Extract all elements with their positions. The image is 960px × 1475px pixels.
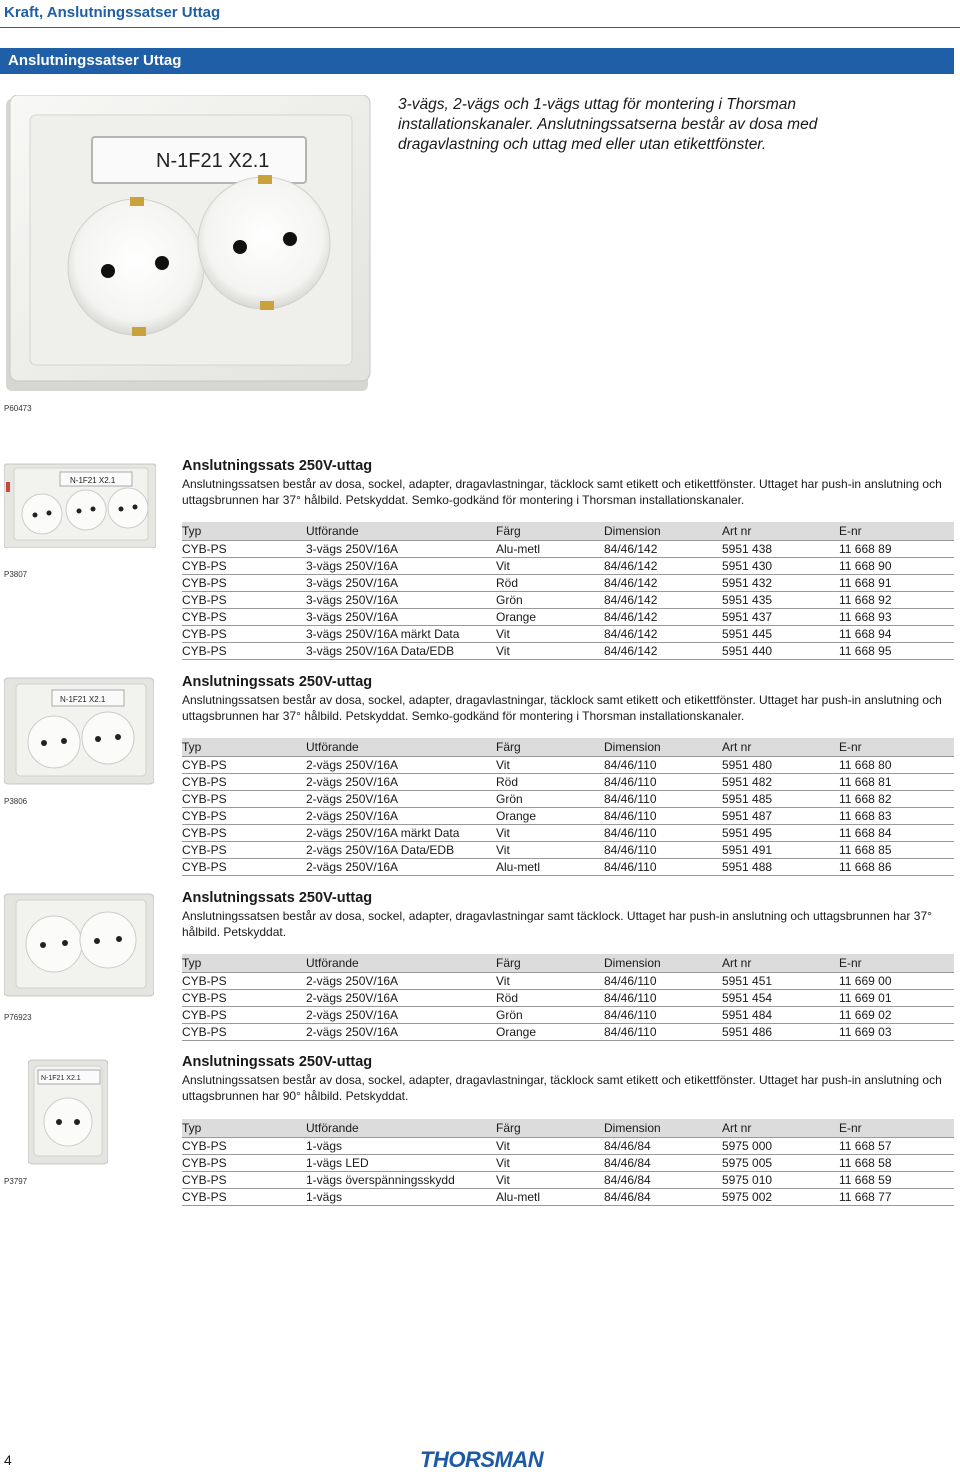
cell-col-dimension: 84/46/84 [604,1189,722,1206]
table-row [182,990,954,1007]
table-row [182,791,954,808]
outlet-photo-1way [28,1058,108,1166]
cell-col-typ: CYB-PS [182,1189,306,1206]
column-header-col-art-nr: Art nr [722,954,839,973]
section-heading: Anslutningssats 250V-uttag [182,1054,373,1070]
column-header-col-utforande: Utförande [306,522,496,541]
table-row [182,1189,954,1206]
cell-col-utforande: 1-vägs överspänningsskydd [306,1172,496,1189]
cell-col-art-nr: 5951 488 [722,859,839,876]
table-row [182,643,954,660]
cell-col-art-nr: 5951 438 [722,541,839,558]
cell-col-farg: Grön [496,592,604,609]
column-header-col-farg: Färg [496,1119,604,1138]
cell-col-farg: Vit [496,825,604,842]
cell-col-farg: Alu-metl [496,859,604,876]
table-row [182,1138,954,1155]
cell-col-typ: CYB-PS [182,1138,306,1155]
section-description: Anslutningssatsen består av dosa, sockel, adapter, dragavlastningar, täcklock samt etikett och etikettfönster. Uttaget har push-in anslutning och uttagsbrunnen har 90° hålbild. Petskyddat. [182,1073,942,1103]
cell-col-typ: CYB-PS [182,859,306,876]
cell-col-dimension: 84/46/84 [604,1138,722,1155]
cell-col-dimension: 84/46/110 [604,859,722,876]
cell-col-farg: Röd [496,990,604,1007]
cell-col-farg: Röd [496,575,604,592]
cell-col-typ: CYB-PS [182,825,306,842]
cell-col-typ: CYB-PS [182,808,306,825]
intro-text: 3-vägs, 2-vägs och 1-vägs uttag för montering i Thorsman installationskanaler. Anslutningssatserna består av dosa med dragavlastning och uttag med eller utan etikettfönster. [398,96,818,153]
cell-col-utforande: 2-vägs 250V/16A [306,791,496,808]
cell-col-dimension: 84/46/110 [604,757,722,774]
thorsman-logo-mark [420,1448,556,1470]
cell-col-typ: CYB-PS [182,990,306,1007]
photo-code: P3797 [4,1177,28,1186]
double-socket-outlet-image [6,95,374,393]
cell-col-e-nr: 11 668 57 [839,1138,954,1155]
column-header-col-utforande: Utförande [306,1119,496,1138]
cell-col-typ: CYB-PS [182,643,306,660]
cell-col-typ: CYB-PS [182,609,306,626]
cell-col-art-nr: 5951 482 [722,774,839,791]
table-row [182,808,954,825]
cell-col-typ: CYB-PS [182,757,306,774]
cell-col-utforande: 3-vägs 250V/16A [306,541,496,558]
cell-col-dimension: 84/46/142 [604,643,722,660]
cell-col-farg: Grön [496,791,604,808]
table-row [182,541,954,558]
label-text: N-1F21 X2.1 [70,476,116,485]
table-row [182,592,954,609]
cell-col-farg: Grön [496,1007,604,1024]
cell-col-utforande: 1-vägs [306,1138,496,1155]
cell-col-typ: CYB-PS [182,1007,306,1024]
column-header-col-art-nr: Art nr [722,738,839,757]
table-row [182,1155,954,1172]
column-header-col-art-nr: Art nr [722,522,839,541]
cell-col-e-nr: 11 668 83 [839,808,954,825]
cell-col-typ: CYB-PS [182,558,306,575]
single-socket-outlet-image [28,1058,108,1166]
cell-col-dimension: 84/46/142 [604,609,722,626]
product-section [182,888,954,940]
cell-col-art-nr: 5951 480 [722,757,839,774]
cell-col-e-nr: 11 668 82 [839,791,954,808]
cell-col-dimension: 84/46/110 [604,1007,722,1024]
cell-col-utforande: 2-vägs 250V/16A [306,973,496,990]
cell-col-utforande: 2-vägs 250V/16A [306,1024,496,1041]
column-header-col-farg: Färg [496,954,604,973]
cell-col-dimension: 84/46/142 [604,541,722,558]
product-section [182,672,954,724]
cell-col-e-nr: 11 668 94 [839,626,954,643]
header-rule [0,27,960,28]
cell-col-art-nr: 5975 002 [722,1189,839,1206]
cell-col-dimension: 84/46/84 [604,1155,722,1172]
cell-col-typ: CYB-PS [182,774,306,791]
column-header-col-typ: Typ [182,1119,306,1138]
column-header-col-typ: Typ [182,522,306,541]
cell-col-dimension: 84/46/142 [604,575,722,592]
cell-col-e-nr: 11 668 80 [839,757,954,774]
double-socket-outlet-image [4,676,154,786]
cell-col-dimension: 84/46/110 [604,1024,722,1041]
label-text: N-1F21 X2.1 [60,695,106,704]
outlet-photo-2way-no-label [4,892,154,998]
cell-col-e-nr: 11 669 00 [839,973,954,990]
cell-col-e-nr: 11 668 89 [839,541,954,558]
table-row [182,1024,954,1041]
photo-code: P60473 [4,404,32,413]
cell-col-art-nr: 5951 491 [722,842,839,859]
cell-col-e-nr: 11 668 77 [839,1189,954,1206]
cell-col-dimension: 84/46/110 [604,808,722,825]
column-header-col-e-nr: E-nr [839,522,954,541]
cell-col-typ: CYB-PS [182,791,306,808]
cell-col-e-nr: 11 669 02 [839,1007,954,1024]
cell-col-farg: Vit [496,643,604,660]
column-header-col-farg: Färg [496,738,604,757]
cell-col-e-nr: 11 668 81 [839,774,954,791]
table-row [182,973,954,990]
cell-col-dimension: 84/46/142 [604,626,722,643]
column-header-col-typ: Typ [182,954,306,973]
outlet-photo-2way [4,676,154,786]
photo-code: P3807 [4,570,28,579]
cell-col-e-nr: 11 668 59 [839,1172,954,1189]
cell-col-utforande: 3-vägs 250V/16A [306,592,496,609]
page-number: 4 [4,1452,12,1468]
cell-col-farg: Alu-metl [496,1189,604,1206]
table-header-row [182,1119,954,1138]
column-header-col-dimension: Dimension [604,954,722,973]
cell-col-art-nr: 5975 010 [722,1172,839,1189]
cell-col-utforande: 2-vägs 250V/16A [306,1007,496,1024]
table-header-row [182,522,954,541]
cell-col-dimension: 84/46/142 [604,592,722,609]
column-header-col-typ: Typ [182,738,306,757]
section-heading: Anslutningssats 250V-uttag [182,890,373,906]
column-header-col-utforande: Utförande [306,954,496,973]
spec-table [182,1119,954,1206]
cell-col-farg: Vit [496,842,604,859]
cell-col-typ: CYB-PS [182,541,306,558]
table-row [182,825,954,842]
cell-col-e-nr: 11 668 91 [839,575,954,592]
section-description: Anslutningssatsen består av dosa, sockel, adapter, dragavlastningar, täcklock samt etikett och etikettfönster. Uttaget har push-in anslutning och uttagsbrunnen har 37° hålbild. Petskyddat. Semko-godkänd för montering i Thorsman installationskanaler. [182,477,942,507]
cell-col-art-nr: 5951 435 [722,592,839,609]
cell-col-farg: Vit [496,626,604,643]
cell-col-farg: Röd [496,774,604,791]
cell-col-typ: CYB-PS [182,592,306,609]
cell-col-utforande: 3-vägs 250V/16A [306,575,496,592]
cell-col-utforande: 3-vägs 250V/16A märkt Data [306,626,496,643]
cell-col-utforande: 1-vägs [306,1189,496,1206]
cell-col-art-nr: 5975 000 [722,1138,839,1155]
cell-col-art-nr: 5951 430 [722,558,839,575]
triple-socket-outlet-image [4,462,156,548]
cell-col-art-nr: 5951 451 [722,973,839,990]
table-header-row [182,738,954,757]
cell-col-utforande: 3-vägs 250V/16A [306,558,496,575]
cell-col-dimension: 84/46/110 [604,791,722,808]
cell-col-utforande: 2-vägs 250V/16A [306,990,496,1007]
cell-col-e-nr: 11 668 93 [839,609,954,626]
cell-col-dimension: 84/46/142 [604,558,722,575]
table-row [182,859,954,876]
cell-col-art-nr: 5975 005 [722,1155,839,1172]
cell-col-e-nr: 11 669 03 [839,1024,954,1041]
section-title-bar: Anslutningssatser Uttag [0,48,954,74]
column-header-col-utforande: Utförande [306,738,496,757]
cell-col-dimension: 84/46/110 [604,990,722,1007]
table-row [182,1007,954,1024]
cell-col-utforande: 2-vägs 250V/16A [306,757,496,774]
table-row [182,774,954,791]
table-row [182,1172,954,1189]
section-heading: Anslutningssats 250V-uttag [182,458,373,474]
cell-col-art-nr: 5951 485 [722,791,839,808]
table-row [182,626,954,643]
cell-col-art-nr: 5951 487 [722,808,839,825]
cell-col-dimension: 84/46/84 [604,1172,722,1189]
cell-col-typ: CYB-PS [182,1155,306,1172]
double-socket-outlet-image [4,892,154,998]
column-header-col-e-nr: E-nr [839,738,954,757]
cell-col-e-nr: 11 668 95 [839,643,954,660]
running-title: Kraft, Anslutningssatser Uttag [4,4,221,21]
cell-col-typ: CYB-PS [182,575,306,592]
column-header-col-e-nr: E-nr [839,1119,954,1138]
column-header-col-e-nr: E-nr [839,954,954,973]
cell-col-art-nr: 5951 495 [722,825,839,842]
outlet-photo-3way [4,462,156,548]
column-header-col-farg: Färg [496,522,604,541]
cell-col-utforande: 3-vägs 250V/16A Data/EDB [306,643,496,660]
table-row [182,842,954,859]
cell-col-utforande: 3-vägs 250V/16A [306,609,496,626]
column-header-col-dimension: Dimension [604,738,722,757]
cell-col-dimension: 84/46/110 [604,825,722,842]
product-section [182,1052,954,1104]
cell-col-e-nr: 11 669 01 [839,990,954,1007]
cell-col-art-nr: 5951 445 [722,626,839,643]
cell-col-typ: CYB-PS [182,973,306,990]
cell-col-e-nr: 11 668 85 [839,842,954,859]
cell-col-dimension: 84/46/110 [604,774,722,791]
table-row [182,609,954,626]
cell-col-typ: CYB-PS [182,626,306,643]
section-description: Anslutningssatsen består av dosa, sockel, adapter, dragavlastningar, täcklock samt etikett och etikettfönster. Uttaget har push-in anslutning och uttagsbrunnen har 37° hålbild. Petskyddat. Semko-godkänd för montering i Thorsman installationskanaler. [182,693,942,723]
cell-col-farg: Vit [496,1172,604,1189]
hero-outlet-photo [6,95,374,393]
cell-col-art-nr: 5951 486 [722,1024,839,1041]
cell-col-e-nr: 11 668 92 [839,592,954,609]
cell-col-farg: Vit [496,558,604,575]
cell-col-e-nr: 11 668 58 [839,1155,954,1172]
spec-table [182,522,954,660]
cell-col-utforande: 2-vägs 250V/16A [306,774,496,791]
table-row [182,558,954,575]
cell-col-farg: Vit [496,1138,604,1155]
cell-col-e-nr: 11 668 84 [839,825,954,842]
cell-col-utforande: 1-vägs LED [306,1155,496,1172]
cell-col-farg: Orange [496,808,604,825]
label-text: N-1F21 X2.1 [41,1075,81,1082]
column-header-col-dimension: Dimension [604,1119,722,1138]
cell-col-utforande: 2-vägs 250V/16A [306,808,496,825]
column-header-col-dimension: Dimension [604,522,722,541]
logo-text: THORSMAN [420,1448,544,1470]
photo-code: P76923 [4,1013,32,1022]
table-row [182,757,954,774]
cell-col-utforande: 2-vägs 250V/16A [306,859,496,876]
section-heading: Anslutningssats 250V-uttag [182,674,373,690]
cell-col-typ: CYB-PS [182,1024,306,1041]
product-section [182,456,954,508]
column-header-col-art-nr: Art nr [722,1119,839,1138]
section-description: Anslutningssatsen består av dosa, sockel, adapter, dragavlastningar samt täcklock. Uttaget har push-in anslutning och uttagsbrunnen har 37° hålbild. Petskyddat. [182,909,932,939]
cell-col-typ: CYB-PS [182,842,306,859]
cell-col-farg: Orange [496,609,604,626]
cell-col-art-nr: 5951 440 [722,643,839,660]
cell-col-e-nr: 11 668 86 [839,859,954,876]
table-header-row [182,954,954,973]
cell-col-farg: Vit [496,973,604,990]
cell-col-art-nr: 5951 484 [722,1007,839,1024]
spec-table [182,738,954,876]
cell-col-utforande: 2-vägs 250V/16A märkt Data [306,825,496,842]
cell-col-typ: CYB-PS [182,1172,306,1189]
cell-col-dimension: 84/46/110 [604,842,722,859]
cell-col-farg: Orange [496,1024,604,1041]
photo-code: P3806 [4,797,28,806]
table-row [182,575,954,592]
hero-label-text: N-1F21 X2.1 [156,150,270,172]
cell-col-farg: Vit [496,757,604,774]
cell-col-e-nr: 11 668 90 [839,558,954,575]
cell-col-dimension: 84/46/110 [604,973,722,990]
cell-col-farg: Alu-metl [496,541,604,558]
thorsman-logo [420,1448,556,1475]
cell-col-art-nr: 5951 432 [722,575,839,592]
spec-table [182,954,954,1041]
cell-col-art-nr: 5951 437 [722,609,839,626]
cell-col-farg: Vit [496,1155,604,1172]
cell-col-art-nr: 5951 454 [722,990,839,1007]
cell-col-utforande: 2-vägs 250V/16A Data/EDB [306,842,496,859]
